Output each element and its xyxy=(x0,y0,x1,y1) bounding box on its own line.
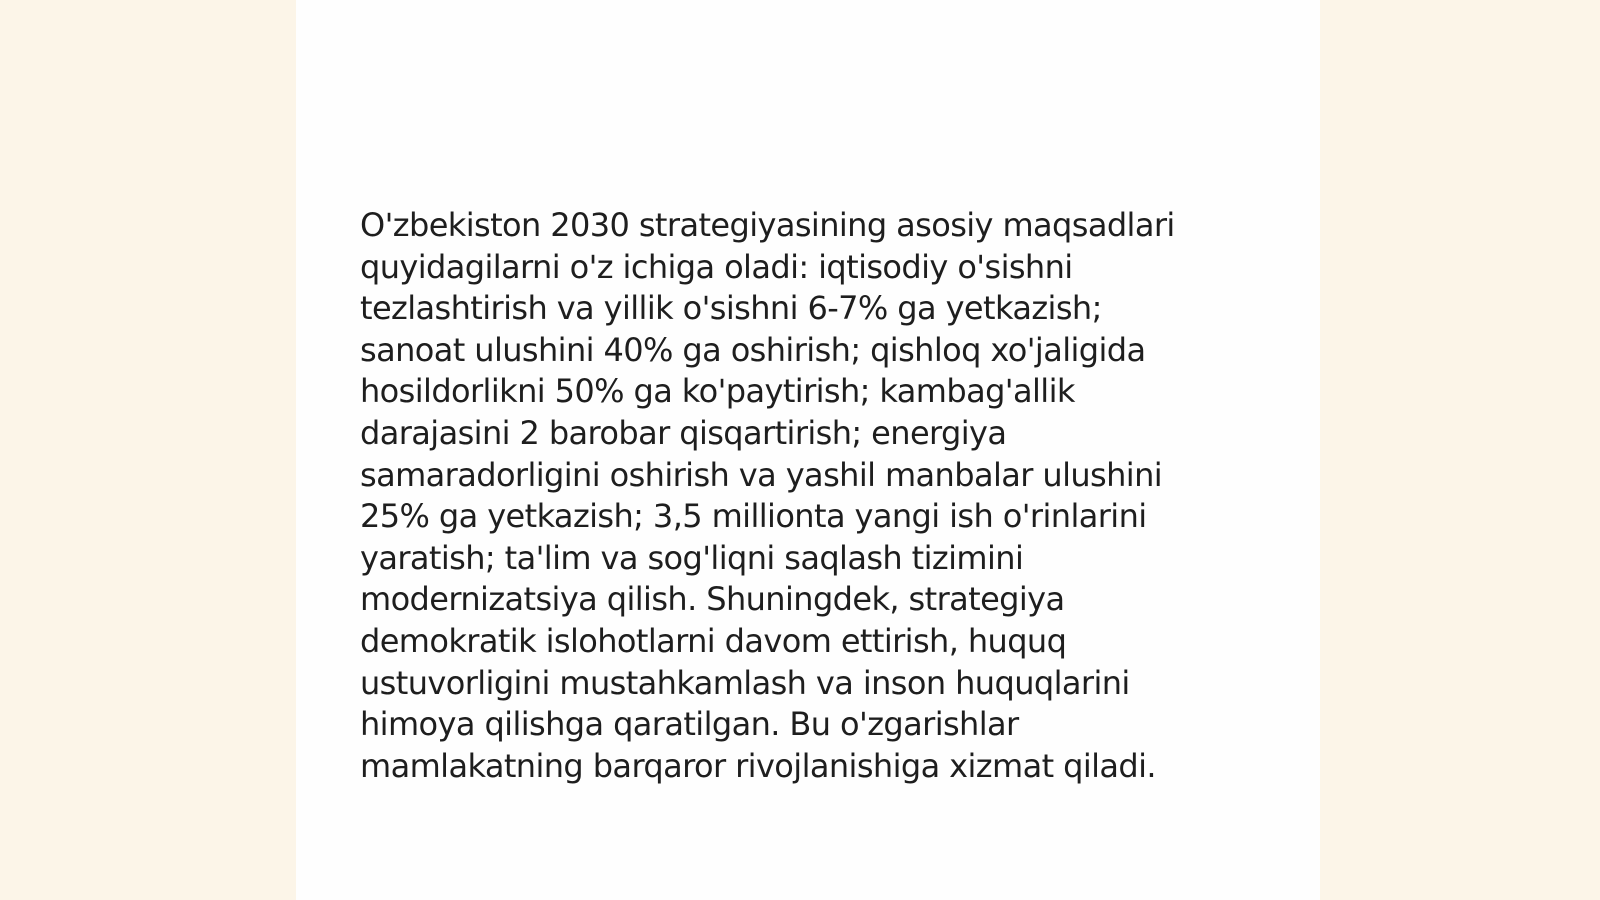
slide-page xyxy=(296,0,1320,900)
slide-body-text: O'zbekiston 2030 strategiyasining asosiy maqsadlari quyidagilarni o'z ichiga oladi: iqtisodiy o'sishni tezlashtirish va yillik o'sishni 6-7% ga yetkazish; sanoat ulushini 40% ga oshirish; qishloq xo'jaligida hosildorlikni 50% ga ko'paytirish; kambag'allik darajasini 2 barobar qisqartirish; energiya samaradorligini oshirish va yashil manbalar ulushini 25% ga yetkazish; 3,5 millionta yangi ish o'rinlarini yaratish; ta'lim va sog'liqni saqlash tizimini modernizatsiya qilish. Shuningdek, strategiya demokratik islohotlarni davom ettirish, huquq ustuvorligini mustahkamlash va inson huquqlarini himoya qilishga qaratilgan. Bu o'zgarishlar mamlakatning barqaror rivojlanishiga xizmat qiladi. xyxy=(360,206,1175,785)
